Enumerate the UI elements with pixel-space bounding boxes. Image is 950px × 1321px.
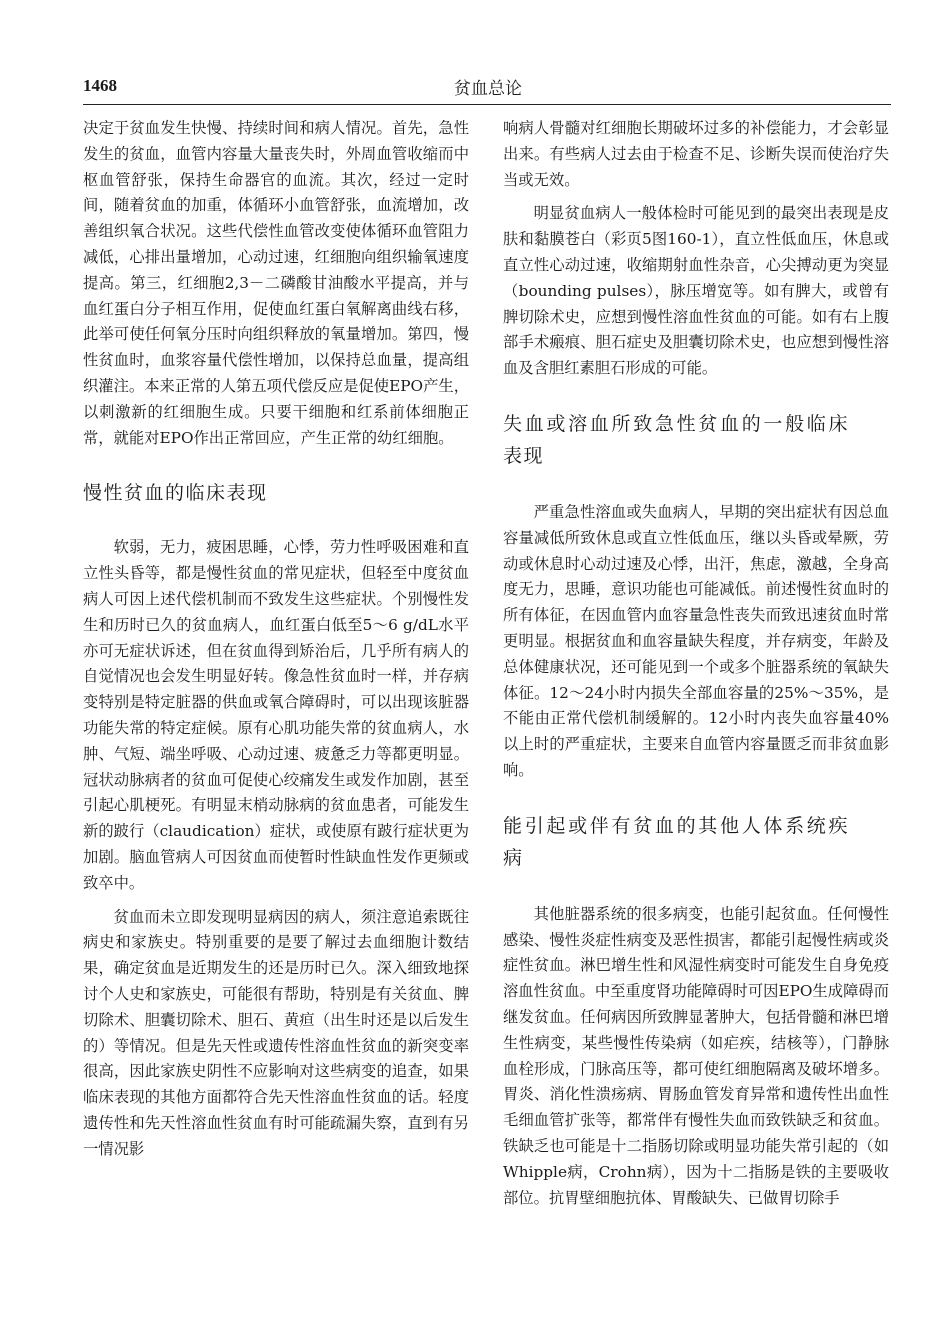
right-column	[503, 116, 889, 1211]
section-heading: 失血或溶血所致急性贫血的一般临床表现	[503, 412, 849, 467]
header-rule	[83, 104, 891, 105]
paragraph: 明显贫血病人一般体检时可能见到的最突出表现是皮肤和黏膜苍白（彩页5图160-1），直立性低血压，休息或直立性心动过速，收缩期射血性杂音，心尖搏动更为突显（bounding pulses），脉压增宽等。如有脾大，或曾有脾切除术史，应想到慢性溶血性贫血的可能。如有右上腹部手术瘢痕、胆石症史及胆囊切除术史，也应想到慢性溶血及含胆红素胆石形成的可能。	[503, 204, 889, 378]
section-heading: 能引起或伴有贫血的其他人体系统疾病	[503, 814, 849, 869]
page-header	[83, 74, 893, 104]
running-title: 贫血总论	[454, 79, 522, 99]
left-column	[83, 116, 469, 1162]
paragraph: 决定于贫血发生快慢、持续时间和病人情况。首先，急性发生的贫血，血管内容量大量丧失时，外周血管收缩而中枢血管舒张，保持生命器官的血流。其次，经过一定时间，随着贫血的加重，体循环小血管舒张，血流增加，改善组织氧合状况。这些代偿性血管改变使体循环血管阻力减低，心排出量增加，心动过速，红细胞向组织输氧速度提高。第三，红细胞2,3－二磷酸甘油酸水平提高，并与血红蛋白分子相互作用，促使血红蛋白氧解离曲线右移，此举可使任何氧分压时向组织释放的氧量增加。第四，慢性贫血时，血浆容量代偿性增加，以保持总血量，提高组织灌注。本来正常的人第五项代偿反应是促使EPO产生，以刺激新的红细胞生成。只要干细胞和红系前体细胞正常，就能对EPO作出正常回应，产生正常的幼红细胞。	[83, 119, 469, 447]
paragraph: 贫血而未立即发现明显病因的病人，须注意追索既往病史和家族史。特别重要的是要了解过去血细胞计数结果，确定贫血是近期发生的还是历时已久。深入细致地探讨个人史和家族史，可能很有帮助，特别是有关贫血、脾切除术、胆囊切除术、胆石、黄疸（出生时还是以后发生的）等情况。但是先天性或遗传性溶血性贫血的新突变率很高，因此家族史阴性不应影响对这些病变的追查，如果临床表现的其他方面都符合先天性溶血性贫血的话。轻度遗传性和先天性溶血性贫血有时可能疏漏失察，直到有另一情况影	[83, 907, 469, 1158]
section-heading: 慢性贫血的临床表现	[83, 482, 268, 505]
paragraph: 响病人骨髓对红细胞长期破坏过多的补偿能力，才会彰显出来。有些病人过去由于检查不足、诊断失误而使治疗失当或无效。	[503, 119, 889, 189]
paragraph: 软弱，无力，疲困思睡，心悸，劳力性呼吸困难和直立性头昏等，都是慢性贫血的常见症状，但轻至中度贫血病人可因上述代偿机制而不致发生这些症状。个别慢性发生和历时已久的贫血病人，血红蛋白低至5～6 g/dL水平亦可无症状诉述，但在贫血得到矫治后，几乎所有病人的自觉情况也会发生明显好转。像急性贫血时一样，并存病变特别是特定脏器的供血或氧合障碍时，可以出现该脏器功能失常的特定症候。原有心肌功能失常的贫血病人，水肿、气短、端坐呼吸、心动过速、疲惫乏力等都更明显。冠状动脉病者的贫血可促使心绞痛发生或发作加剧，甚至引起心肌梗死。有明显末梢动脉病的贫血患者，可能发生新的跛行（claudication）症状，或使原有跛行症状更为加剧。脑血管病人可因贫血而使暂时性缺血性发作更频或致卒中。	[83, 538, 469, 892]
paragraph: 其他脏器系统的很多病变，也能引起贫血。任何慢性感染、慢性炎症性病变及恶性损害，都能引起慢性病或炎症性贫血。淋巴增生性和风湿性病变时可能发生自身免疫溶血性贫血。中至重度肾功能障碍时可因EPO生成障碍而继发贫血。任何病因所致脾显著肿大，包括骨髓和淋巴增生性病变，某些慢性传染病（如疟疾，结核等），门静脉血栓形成，门脉高压等，都可使红细胞隔离及破坏增多。胃炎、消化性溃疡病、胃肠血管发育异常和遗传性出血性毛细血管扩张等，都常伴有慢性失血而致铁缺乏和贫血。铁缺乏也可能是十二指肠切除或明显功能失常引起的（如Whipple病，Crohn病），因为十二指肠是铁的主要吸收部位。抗胃壁细胞抗体、胃酸缺失、已做胃切除手	[503, 904, 889, 1207]
page-number: 1468	[83, 76, 117, 95]
paragraph: 严重急性溶血或失血病人，早期的突出症状有因总血容量减低所致休息或直立性低血压，继以头昏或晕厥，劳动或休息时心动过速及心悸，出汗，焦虑，激越，全身高度无力，思睡，意识功能也可能减低。前述慢性贫血时的所有体征，在因血管内血容量急性丧失而致迅速贫血时常更明显。根据贫血和血容量缺失程度，并存病变，年龄及总体健康状况，还可能见到一个或多个脏器系统的氧缺失体征。12～24小时内损失全部血容量的25%～35%，是不能由正常代偿机制缓解的。12小时内丧失血容量40%以上时的严重症状，主要来自血管内容量匮乏而非贫血影响。	[503, 502, 889, 779]
